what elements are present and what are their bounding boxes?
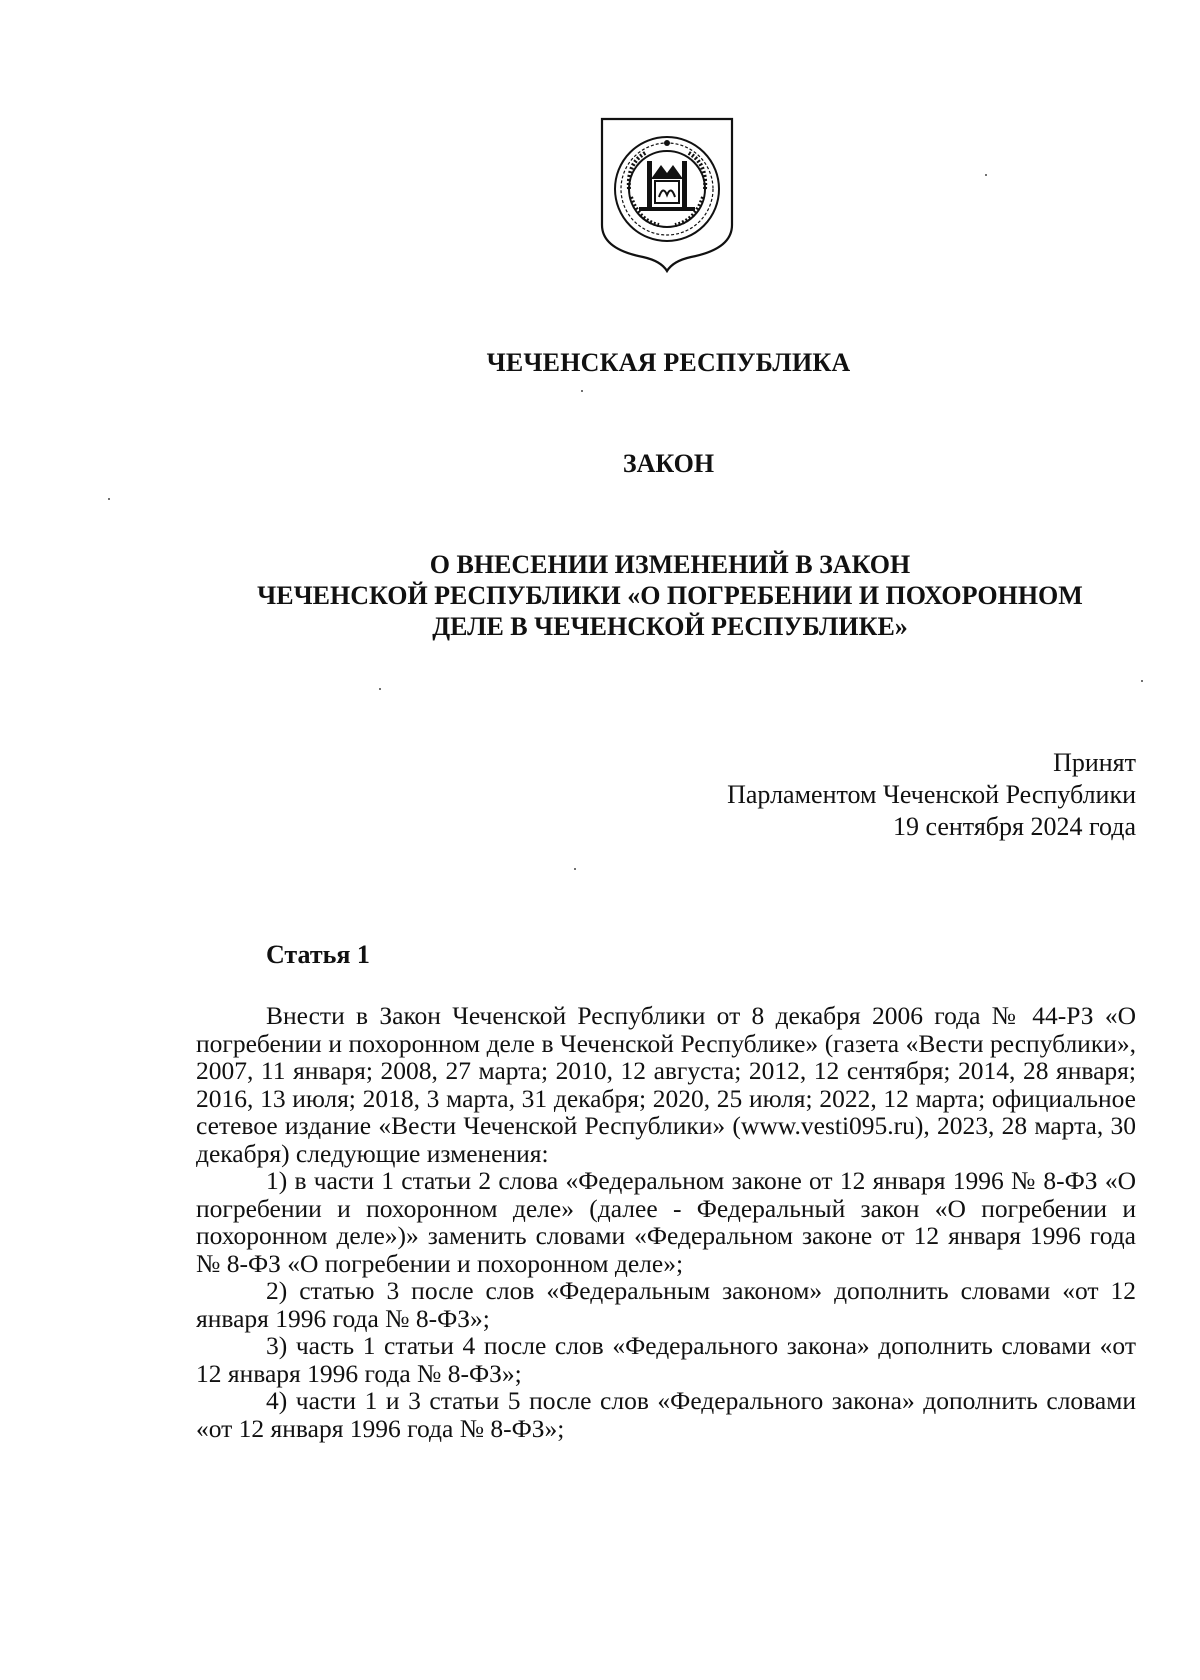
scan-speck xyxy=(1141,680,1143,682)
scan-speck xyxy=(379,688,381,690)
document-type: ЗАКОН xyxy=(622,449,715,478)
law-title-line-2: ЧЕЧЕНСКОЙ РЕСПУБЛИКИ «О ПОГРЕБЕНИИ И ПОХОРОННОМ xyxy=(257,581,1083,610)
article-paragraph-item-3: 3) часть 1 статьи 4 после слов «Федерального закона» дополнить словами «от 12 января 1996 года № 8-ФЗ»; xyxy=(196,1331,1136,1388)
state-name: ЧЕЧЕНСКАЯ РЕСПУБЛИКА xyxy=(486,348,851,377)
law-title xyxy=(180,549,1160,642)
article-paragraph-intro: Внести в Закон Чеченской Республики от 8 декабря 2006 года № 44-РЗ «О погребении и похоронном деле в Чеченской Республике» (газета «Вести республики», 2007, 11 января; 2008, 27 марта; 2010, 12 августа; 2012, 12 сентября; 2014, 28 января; 2016, 13 июля; 2018, 3 марта, 31 декабря; 2020, 25 июля; 2022, 12 марта; официальное сетевое издание «Вести Чеченской Республики» (www.vesti095.ru), 2023, 28 марта, 30 декабря) следующие изменения: xyxy=(196,1001,1136,1168)
article-paragraph-item-2: 2) статью 3 после слов «Федеральным законом» дополнить словами «от 12 января 1996 года № 8-ФЗ»; xyxy=(196,1276,1136,1333)
scan-speck xyxy=(574,868,576,870)
law-title-line-3: ДЕЛЕ В ЧЕЧЕНСКОЙ РЕСПУБЛИКЕ» xyxy=(432,612,908,641)
coat-of-arms-icon xyxy=(599,117,735,273)
article-paragraph-item-1: 1) в части 1 статьи 2 слова «Федеральном законе от 12 января 1996 № 8-ФЗ «О погребении и похоронном деле» (далее - Федеральный закон «О погребении и похоронном деле»)» заменить словами «Федеральном законе от 12 января 1996 года № 8-ФЗ «О погребении и похоронном деле»; xyxy=(196,1166,1136,1278)
scan-speck xyxy=(581,390,583,392)
adoption-block xyxy=(600,747,1136,843)
adoption-line-1: Принят xyxy=(1053,748,1136,777)
law-title-line-1: О ВНЕСЕНИИ ИЗМЕНЕНИЙ В ЗАКОН xyxy=(429,550,911,579)
adoption-line-2: Парламентом Чеченской Республики xyxy=(727,780,1136,809)
scan-speck xyxy=(108,498,110,500)
adoption-line-3: 19 сентября 2024 года xyxy=(892,812,1136,841)
scan-speck xyxy=(985,174,987,176)
article-body xyxy=(196,1002,1136,1442)
article-heading: Статья 1 xyxy=(266,940,370,969)
article-paragraph-item-4: 4) части 1 и 3 статьи 5 после слов «Федерального закона» дополнить словами «от 12 января 1996 года № 8-ФЗ»; xyxy=(196,1386,1136,1443)
